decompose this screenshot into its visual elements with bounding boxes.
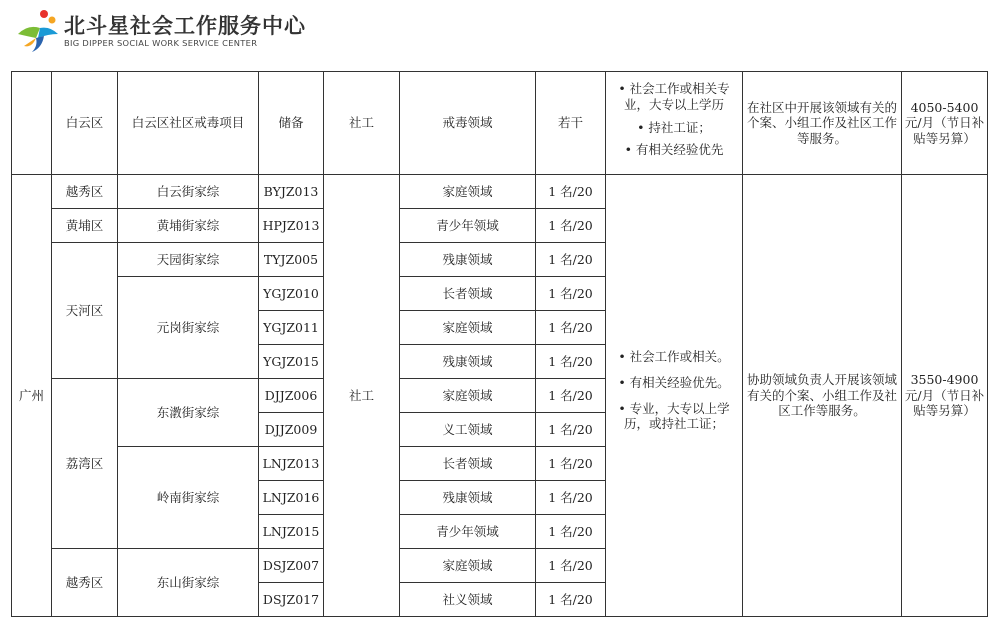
region-cell xyxy=(12,72,52,175)
brand-name-cn: 北斗星社会工作服务中心 xyxy=(64,14,306,38)
requirements-cell xyxy=(606,175,743,617)
count-cell: 1 名/20 xyxy=(536,549,606,583)
domain-cell: 残康领域 xyxy=(400,481,536,515)
center-cell: 元岗街家综 xyxy=(118,277,259,379)
center-cell: 东山街家综 xyxy=(118,549,259,617)
duties-cell: 协助领域负责人开展该领域有关的个案、小组工作及社区工作等服务。 xyxy=(743,175,902,617)
center-cell: 岭南街家综 xyxy=(118,447,259,549)
domain-cell: 长者领域 xyxy=(400,277,536,311)
domain-cell: 残康领域 xyxy=(400,345,536,379)
requirement-item: • 专业，大专以上学历，或持社工证； xyxy=(618,400,730,432)
code-cell: LNJZ013 xyxy=(259,447,324,481)
brand-name-en: BIG DIPPER SOCIAL WORK SERVICE CENTER xyxy=(64,38,258,48)
code-cell: 储备 xyxy=(259,72,324,175)
count-cell: 1 名/20 xyxy=(536,345,606,379)
count-cell: 1 名/20 xyxy=(536,175,606,209)
code-cell: YGJZ015 xyxy=(259,345,324,379)
center-cell: 黄埔街家综 xyxy=(118,209,259,243)
count-cell: 1 名/20 xyxy=(536,515,606,549)
count-cell: 1 名/20 xyxy=(536,243,606,277)
requirement-item: • 有相关经验优先。 xyxy=(618,374,730,390)
count-cell: 若干 xyxy=(536,72,606,175)
requirements-cell xyxy=(606,72,743,175)
table-row xyxy=(12,72,988,175)
district-cell: 越秀区 xyxy=(52,175,118,209)
district-cell: 越秀区 xyxy=(52,549,118,617)
table-row xyxy=(12,175,988,209)
code-cell: DSJZ017 xyxy=(259,583,324,617)
salary-cell: 4050-5400 元/月（节日补贴等另算） xyxy=(902,72,988,175)
code-cell: DJJZ006 xyxy=(259,379,324,413)
count-cell: 1 名/20 xyxy=(536,447,606,481)
center-cell: 天园街家综 xyxy=(118,243,259,277)
district-cell: 荔湾区 xyxy=(52,379,118,549)
page-header xyxy=(14,8,414,52)
domain-cell: 义工领域 xyxy=(400,413,536,447)
code-cell: DJJZ009 xyxy=(259,413,324,447)
district-cell: 天河区 xyxy=(52,243,118,379)
domain-cell: 残康领域 xyxy=(400,243,536,277)
domain-cell: 家庭领域 xyxy=(400,311,536,345)
requirement-item: • 社会工作或相关专业，大专以上学历 xyxy=(618,81,730,112)
domain-cell: 长者领域 xyxy=(400,447,536,481)
code-cell: LNJZ016 xyxy=(259,481,324,515)
code-cell: YGJZ010 xyxy=(259,277,324,311)
code-cell: TYJZ005 xyxy=(259,243,324,277)
requirement-item: • 持社工证； xyxy=(637,119,711,135)
region-cell: 广州 xyxy=(12,175,52,617)
domain-cell: 家庭领域 xyxy=(400,549,536,583)
requirement-item: • 有相关经验优先 xyxy=(624,142,724,158)
center-cell: 东漖街家综 xyxy=(118,379,259,447)
code-cell: BYJZ013 xyxy=(259,175,324,209)
count-cell: 1 名/20 xyxy=(536,311,606,345)
position-cell: 社工 xyxy=(324,72,400,175)
domain-cell: 社义领域 xyxy=(400,583,536,617)
salary-cell: 3550-4900 元/月（节日补贴等另算） xyxy=(902,175,988,617)
domain-cell: 戒毒领域 xyxy=(400,72,536,175)
district-cell: 黄埔区 xyxy=(52,209,118,243)
requirement-item: • 社会工作或相关。 xyxy=(618,349,730,365)
center-cell: 白云街家综 xyxy=(118,175,259,209)
big-dipper-logo-icon xyxy=(14,8,60,52)
count-cell: 1 名/20 xyxy=(536,481,606,515)
count-cell: 1 名/20 xyxy=(536,413,606,447)
code-cell: YGJZ011 xyxy=(259,311,324,345)
count-cell: 1 名/20 xyxy=(536,379,606,413)
domain-cell: 青少年领域 xyxy=(400,515,536,549)
code-cell: LNJZ015 xyxy=(259,515,324,549)
domain-cell: 家庭领域 xyxy=(400,379,536,413)
district-cell: 白云区 xyxy=(52,72,118,175)
domain-cell: 家庭领域 xyxy=(400,175,536,209)
project-cell: 白云区社区戒毒项目 xyxy=(118,72,259,175)
code-cell: DSJZ007 xyxy=(259,549,324,583)
position-cell: 社工 xyxy=(324,175,400,617)
job-table xyxy=(11,71,988,617)
domain-cell: 青少年领域 xyxy=(400,209,536,243)
code-cell: HPJZ013 xyxy=(259,209,324,243)
count-cell: 1 名/20 xyxy=(536,277,606,311)
count-cell: 1 名/20 xyxy=(536,209,606,243)
count-cell: 1 名/20 xyxy=(536,583,606,617)
duties-cell: 在社区中开展该领域有关的个案、小组工作及社区工作等服务。 xyxy=(743,72,902,175)
